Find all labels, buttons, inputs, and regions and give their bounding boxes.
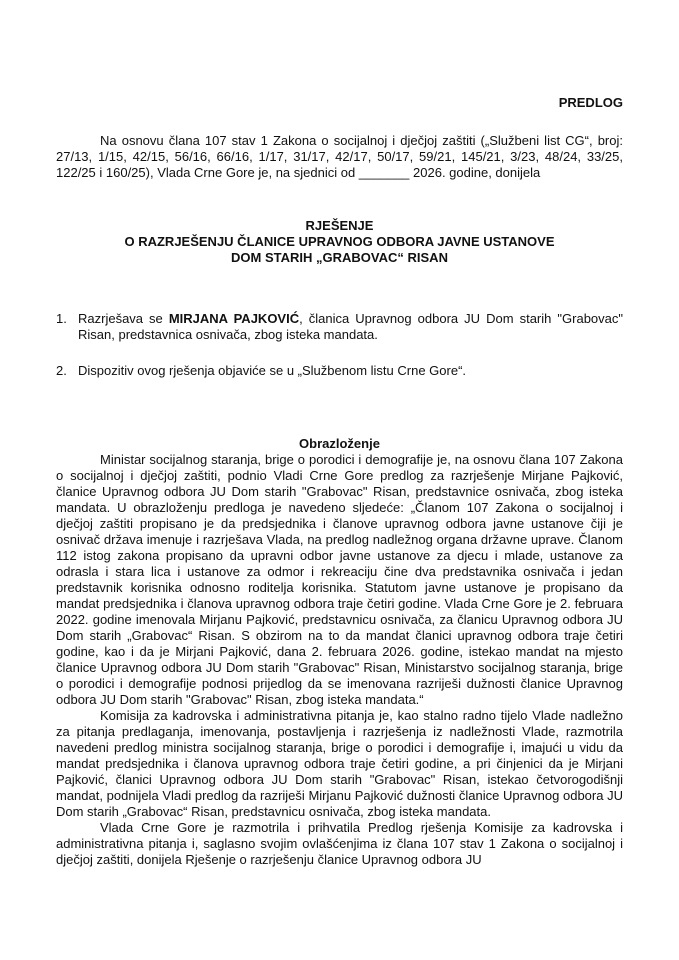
document-status-label: PREDLOG xyxy=(558,95,623,110)
dismissed-person-name: MIRJANA PAJKOVIĆ xyxy=(168,311,300,326)
legal-basis-paragraph: Na osnovu člana 107 stav 1 Zakona o socijalnoj i dječjoj zaštiti („Službeni list CG“, broj: 27/13, 1/15, 42/15, 56/16, 66/16, 1/17, 31/17, 42/17, 50/17, 59/21, 145/21, 3/23, 48/24, 33/25, 122/25 i 160/25), Vlada Crne Gore je, na sjednici od _______ 2026. godine, donijela xyxy=(56,133,623,180)
decision-item-text xyxy=(78,363,623,379)
decision-item-text-lead: Razrješava se xyxy=(78,311,169,326)
reasoning-body xyxy=(56,452,623,868)
decision-item xyxy=(56,363,623,379)
decision-item-text-lead: Dispozitiv ovog rješenja objaviće se u „Službenom listu Crne Gore“. xyxy=(78,363,467,378)
reasoning-heading: Obrazloženje xyxy=(299,436,380,451)
decision-items-list xyxy=(56,311,623,399)
decision-item-number: 1. xyxy=(56,311,67,326)
decision-title-line-1: RJEŠENJE xyxy=(305,218,374,233)
decision-title-line-2: O RAZRJEŠENJU ČLANICE UPRAVNOG ODBORA JAVNE USTANOVE xyxy=(124,234,555,249)
decision-title xyxy=(56,218,623,266)
decision-item-text-rest: , članica Upravnog odbora JU Dom starih "Grabovac" Risan, predstavnica osnivača, zbog isteka mandata. xyxy=(78,311,623,342)
decision-item-text xyxy=(78,311,623,343)
decision-title-line-3: DOM STARIH „GRABOVAC“ RISAN xyxy=(231,250,448,265)
decision-item xyxy=(56,311,623,343)
reasoning-paragraph: Vlada Crne Gore je razmotrila i prihvatila Predlog rješenja Komisije za kadrovska i administrativna pitanja i, saglasno svojim ovlašćenjima iz člana 107 stav 1 Zakona o socijalnoj i dječjoj zaštiti, donijela Rješenje o razrješenju članice Upravnog odbora JU xyxy=(56,820,623,867)
reasoning-paragraph: Ministar socijalnog staranja, brige o porodici i demografije je, na osnovu člana 107 Zakona o socijalnoj i dječjoj zaštiti, podnio Vladi Crne Gore predlog za razrješenje Mirjane Pajković, članice Upravnog odbora JU Dom starih "Grabovac" Risan, predstavnice osnivača, zbog isteka mandata. U obrazloženju predloga je navedeno sljedeće: „Članom 107 Zakona o socijalnoj i dječjoj zaštiti propisano je da predsjednika i članove upravnog odbora javne ustanove čiji je osnivač država imenuje i razrješava Vlada, na predlog nadležnog organa državne uprave. Članom 112 istog zakona propisano da upravni odbor javne ustanove za djecu i mlade, ustanove za odrasla i stara lica i ustanove za odmor i rekreaciju čine dva predstavnika osnivača i jedan predstavnik korisnika odnosno roditelja korisnika. Statutom javne ustanove je propisano da mandat predsjednika i članova upravnog odbora traje četiri godine. Vlada Crne Gore je 2. februara 2022. godine imenovala Mirjanu Pajković, predstavnicu osnivača, za članicu Upravnog odbora JU Dom starih „Grabovac“ Risan. S obzirom na to da mandat članici upravnog odbora traje četiri godine, kao i da je Mirjani Pajković, dana 2. februara 2026. godine, istekao mandat na mjesto članice Upravnog odbora JU Dom starih "Grabovac" Risan, Ministarstvo socijalnog staranja, brige o porodici i demografije podnosi prijedlog da se imenovana razriješi dužnosti članice Upravnog odbora JU Dom starih "Grabovac" Risan, zbog isteka mandata.“ xyxy=(56,452,623,707)
reasoning-paragraph: Komisija za kadrovska i administrativna pitanja je, kao stalno radno tijelo Vlade nadležno za pitanja predlaganja, imenovanja, postavljenja i razrješenja iz nadležnosti Vlade, razmotrila navedeni predlog ministra socijalnog staranja, brige o porodici i demografije i, imajući u vidu da mandat predsjednika i članova upravnog odbora traje četiri godine, a pri činjenici da je Mirjani Pajković, članici Upravnog odbora JU Dom starih "Grabovac" Risan, istekao četvorogodišnji mandat, podnijela Vladi predlog da razriješi Mirjanu Pajković dužnosti članice Upravnog odbora JU Dom starih „Grabovac“ Risan, predstavnicu osnivača, zbog isteka mandata. xyxy=(56,708,623,819)
decision-item-number: 2. xyxy=(56,363,67,378)
